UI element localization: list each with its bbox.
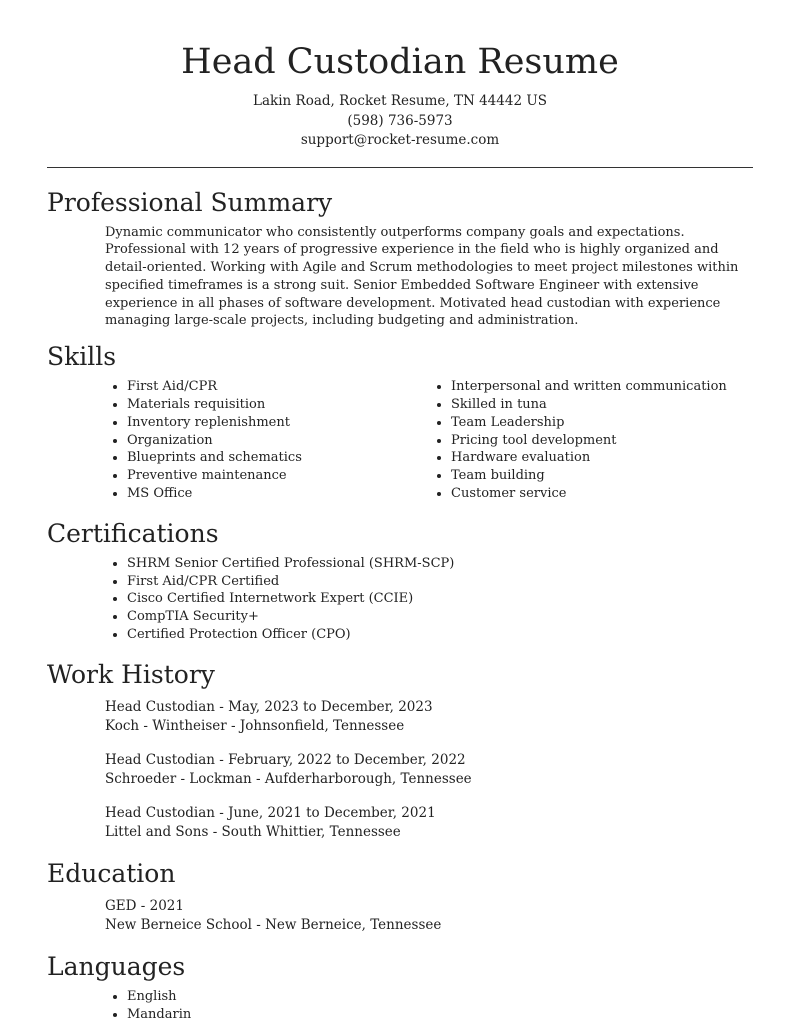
certification-item: • Certified Protection Officer (CPO) <box>127 626 753 644</box>
language-item: • Mandarin <box>127 1006 753 1024</box>
education-school-location: New Berneice School - New Berneice, Tennessee <box>105 917 442 934</box>
header-divider <box>47 167 753 168</box>
education-heading: Education <box>47 858 176 888</box>
contact-block <box>0 92 800 151</box>
summary-text: Dynamic communicator who consistently outperforms company goals and expectations. Professional with 12 years of progressive experience in the field who is highly organized and detail-oriented. Working with Agile and Scrum methodologies to meet project milestones within specified timeframes is a strong suit. Senior Embedded Software Engineer with extensive experience in all phases of software development. Motivated head custodian with experience managing large-scale projects, including budgeting and administration. <box>105 224 739 329</box>
work-history-entry <box>105 804 753 843</box>
summary-heading: Professional Summary <box>47 187 333 217</box>
certifications-section <box>47 517 753 644</box>
skill-item: • Team Leadership <box>451 414 753 432</box>
certification-item: • SHRM Senior Certified Professional (SHRM-SCP) <box>127 555 753 573</box>
skill-item: • Pricing tool development <box>451 432 753 450</box>
skills-list-right <box>429 378 753 503</box>
job-title-dates: Head Custodian - June, 2021 to December, 2021 <box>105 804 436 821</box>
education-section <box>47 857 753 936</box>
skills-columns <box>105 378 753 503</box>
skills-heading: Skills <box>47 342 117 372</box>
skill-item: • Organization <box>127 432 429 450</box>
certifications-heading: Certifications <box>47 518 219 548</box>
job-title-dates: Head Custodian - February, 2022 to December, 2022 <box>105 751 466 768</box>
contact-phone: (598) 736-5973 <box>347 112 453 129</box>
skill-item: • Materials requisition <box>127 396 429 414</box>
certification-item: • Cisco Certified Internetwork Expert (CCIE) <box>127 590 753 608</box>
skill-item: • Hardware evaluation <box>451 449 753 467</box>
work-history-list <box>47 698 753 843</box>
contact-address: Lakin Road, Rocket Resume, TN 44442 US <box>253 93 547 109</box>
resume-header <box>0 0 800 151</box>
skill-item: • Interpersonal and written communication <box>451 378 753 396</box>
skill-item: • Customer service <box>451 485 753 503</box>
certifications-list <box>105 555 753 644</box>
work-history-heading: Work History <box>47 659 215 689</box>
contact-email: support@rocket-resume.com <box>300 132 500 148</box>
work-history-entry <box>105 698 753 737</box>
job-title-dates: Head Custodian - May, 2023 to December, 2023 <box>105 698 433 715</box>
skills-section <box>47 340 753 503</box>
work-history-entry <box>105 751 753 790</box>
skill-item: • Inventory replenishment <box>127 414 429 432</box>
languages-list <box>105 988 753 1024</box>
language-item: • English <box>127 988 753 1006</box>
skills-list-left <box>105 378 429 503</box>
job-employer-location: Littel and Sons - South Whittier, Tennessee <box>105 824 401 841</box>
skill-item: • First Aid/CPR <box>127 378 429 396</box>
certification-item: • First Aid/CPR Certified <box>127 573 753 591</box>
certification-item: • CompTIA Security+ <box>127 608 753 626</box>
languages-heading: Languages <box>47 951 186 981</box>
education-entry <box>105 897 753 936</box>
work-history-section <box>47 658 753 843</box>
education-degree-year: GED - 2021 <box>105 897 184 914</box>
resume-title: Head Custodian Resume <box>181 42 619 82</box>
skill-item: • Skilled in tuna <box>451 396 753 414</box>
job-employer-location: Koch - Wintheiser - Johnsonfield, Tennessee <box>105 718 405 735</box>
summary-section <box>47 186 753 331</box>
skill-item: • MS Office <box>127 485 429 503</box>
skill-item: • Team building <box>451 467 753 485</box>
skill-item: • Blueprints and schematics <box>127 449 429 467</box>
languages-section <box>47 950 753 1024</box>
skill-item: • Preventive maintenance <box>127 467 429 485</box>
job-employer-location: Schroeder - Lockman - Aufderharborough, Tennessee <box>105 771 472 788</box>
